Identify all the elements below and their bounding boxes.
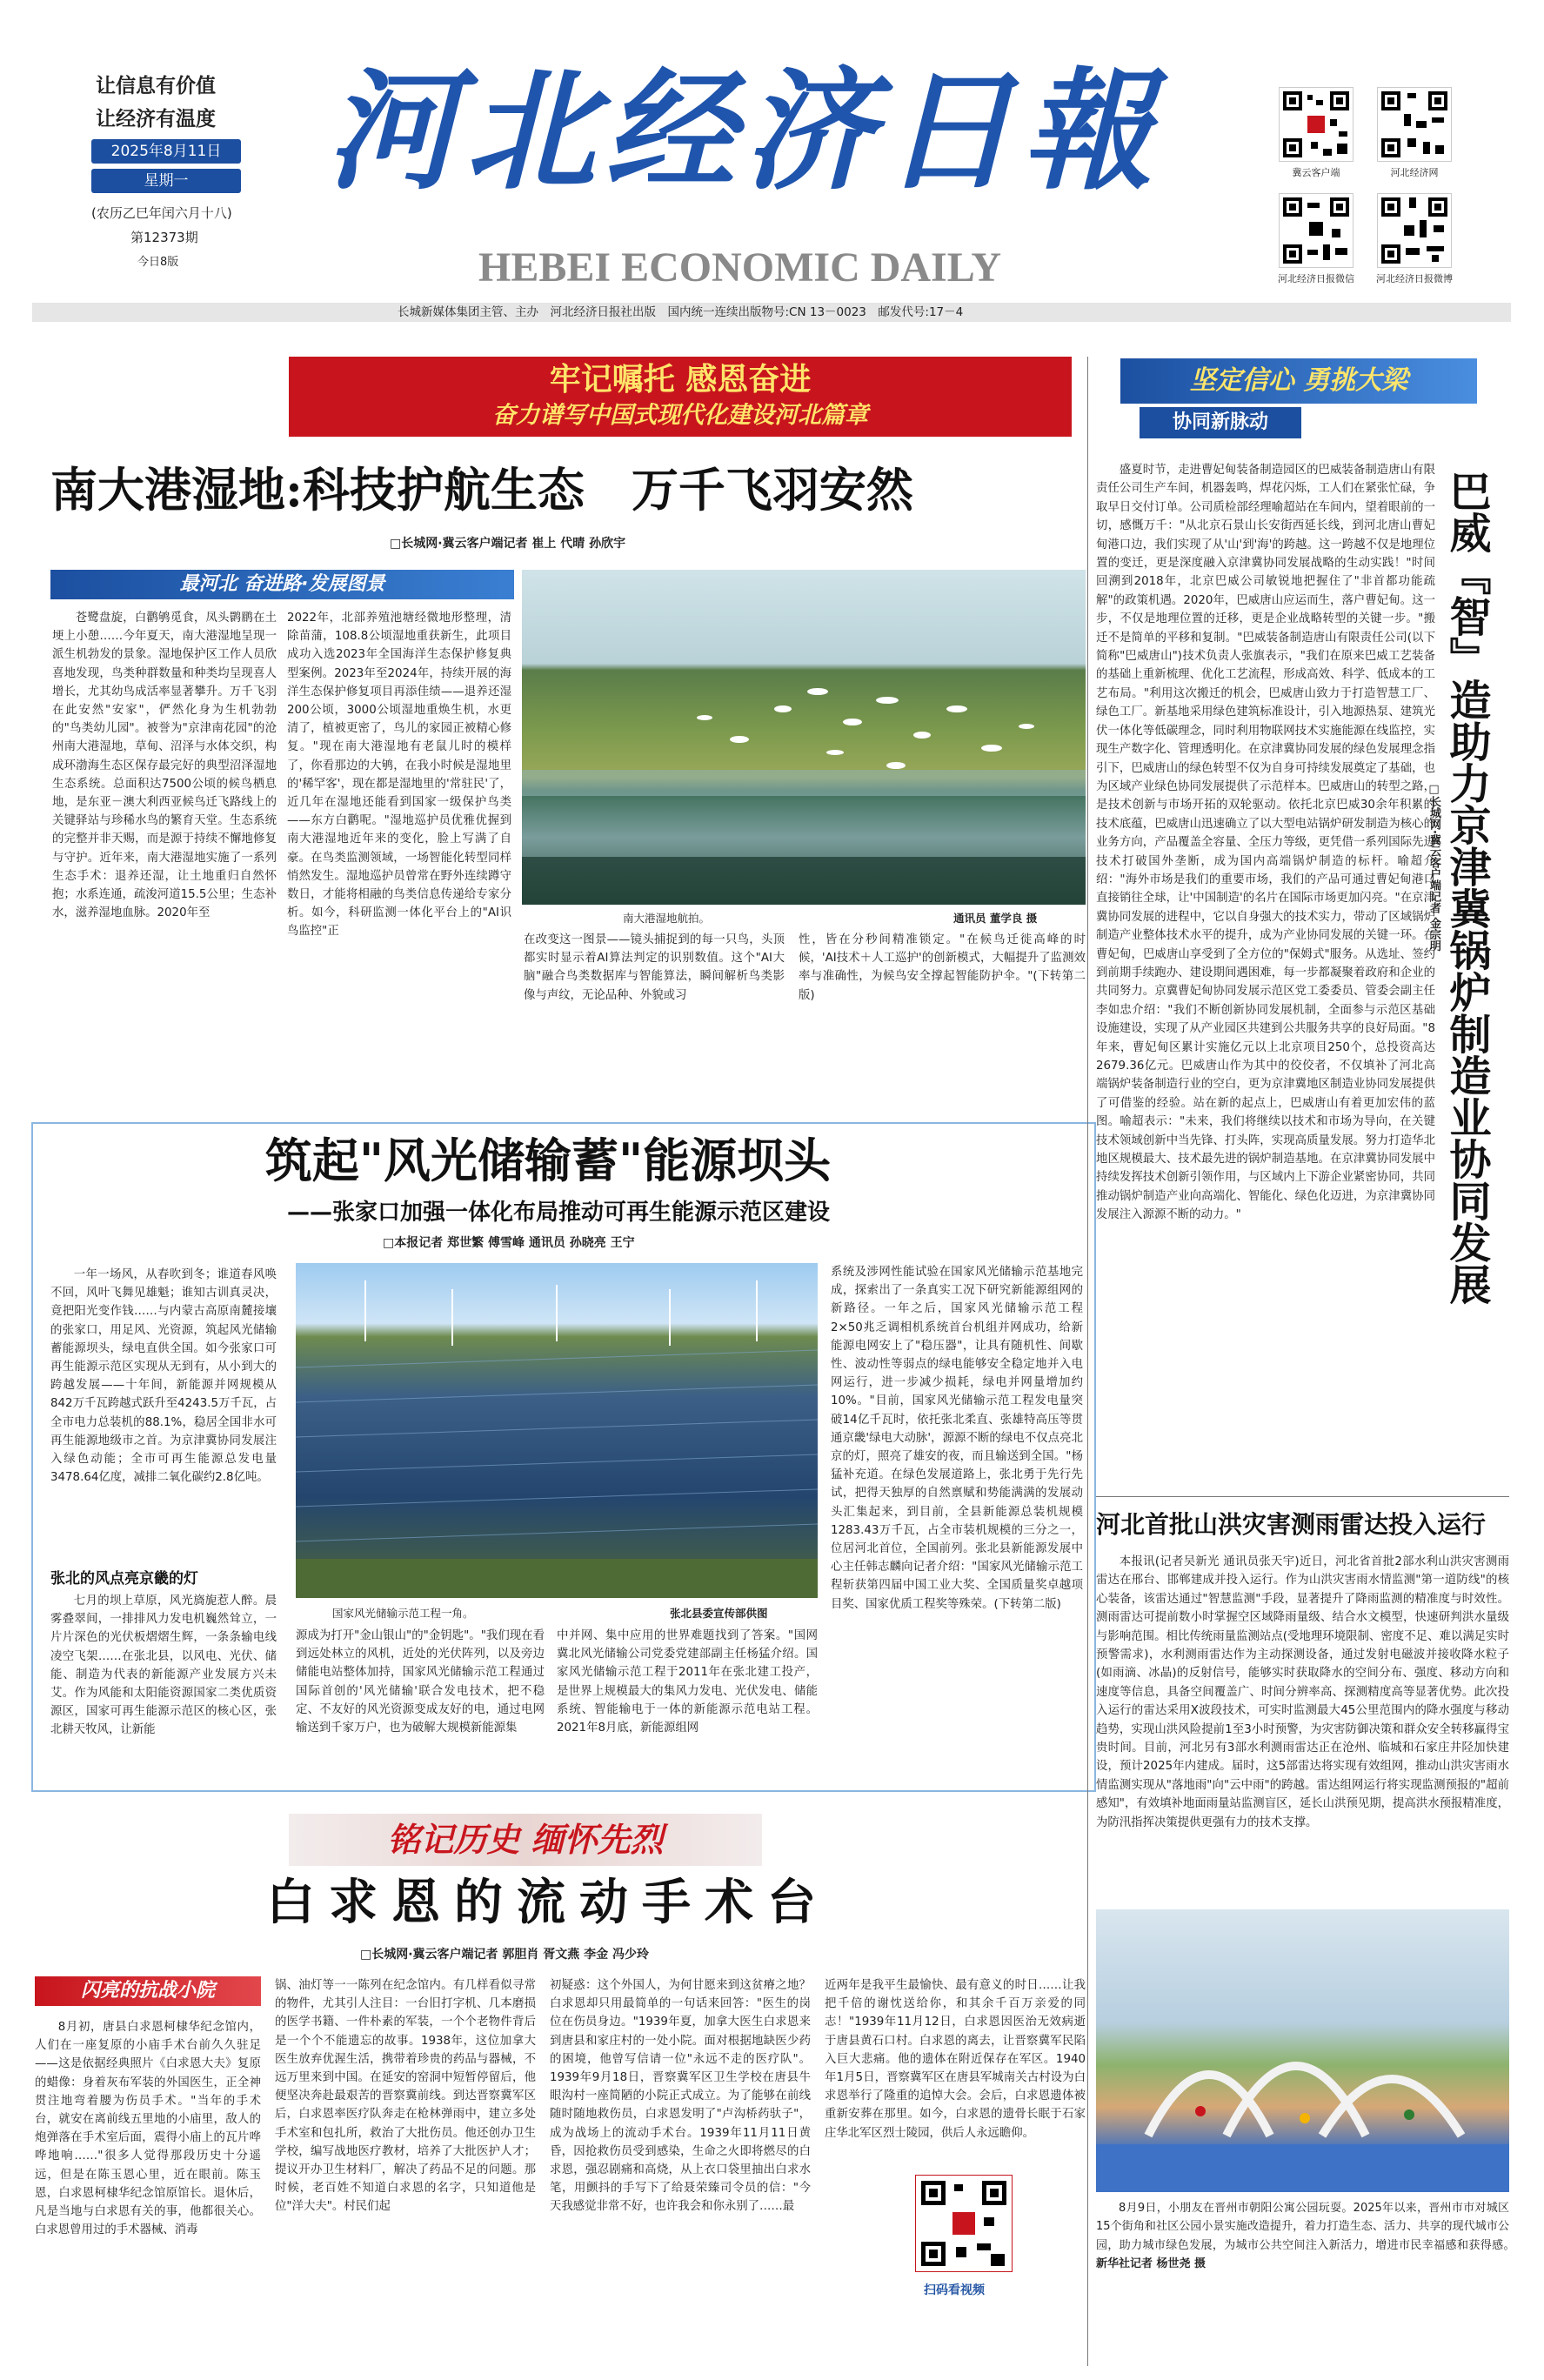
article-column <box>550 1976 811 2366</box>
column-divider <box>1087 357 1088 2366</box>
masthead <box>0 0 1544 324</box>
photo-credit: 通讯员 董学良 摄 <box>953 912 1038 925</box>
qr-label: 河北经济日报微信 <box>1278 273 1354 284</box>
vertical-byline: □长城网·冀云客户端记者 金宗明 <box>1427 783 1440 952</box>
article-column <box>35 2018 261 2366</box>
park-photo <box>1096 1909 1509 2192</box>
newspaper-title: 河北经济日報 <box>326 55 1162 208</box>
newspaper-title-en: HEBEI ECONOMIC DAILY <box>478 244 1002 291</box>
publication-info-bar: 长城新媒体集团主管、主办 河北经济日报社出版 国内统一连续出版物号:CN 13－0023 邮发代号:17－4 <box>32 303 1511 322</box>
photo-credit: 张北县委宣传部供图 <box>670 1607 768 1620</box>
wetland-photo <box>522 570 1086 905</box>
playground-illustration <box>1096 1909 1509 2192</box>
solar-farm-photo <box>296 1263 818 1598</box>
headline: 筑起"风光储输蓄"能源坝头 <box>264 1133 832 1188</box>
byline: □长城网·冀云客户端记者 崔上 代晴 孙欣宇 <box>390 537 626 551</box>
video-qr-code[interactable] <box>915 2175 1013 2272</box>
slogan-line-2: 让经济有温度 <box>96 108 216 130</box>
article-column <box>287 609 511 1113</box>
paragraph: 源成为打开"金山银山"的"金钥匙"。"我们现在看到远处林立的风机，近处的光伏阵列，以及旁边储能电站整体加持，国家风光储输示范工程通过国际首创的'风光储输'联合发电技术，把不稳定、不友好的风光资源变成友好的电，通过电网输送到千家万户，也为破解大规模新能源集 <box>296 1629 545 1735</box>
paragraph: 苍鹭盘旋，白鹳鸲觅食，凤头鹮鹛在土埂上小憩……今年夏天，南大港湿地呈现一派生机勃发的景象。湿地保护区工作人员欣喜地发现，鸟类种群数量和种类均呈现喜人增长，尤其幼鸟成活率显著攀升。万千飞羽在此安然"安家"，俨然化身为生机勃勃的"鸟类幼儿园"。被誉为"京津南花园"的沧州南大港湿地，草甸、沼泽与水体交织，构成环渤海生态区保存最完好的典型沼泽湿地生态系统。总面积达7500公顷的候鸟栖息地，是东亚－澳大利西亚候鸟迁飞路线上的关键驿站与珍稀水鸟的繁育天堂。生态系统的完整并非天赐，而是源于持续不懈地修复与守护。近年来，南大港湿地实施了一系列生态手术：退养还湿，让土地重归自然怀抱；水系连通，疏浚河道15.5公里；生态补水，滋养湿地血脉。2020年至 <box>52 612 277 920</box>
photo-caption <box>1096 2199 1509 2303</box>
qr-code[interactable] <box>1377 193 1452 268</box>
qr-code[interactable] <box>1377 87 1452 162</box>
paragraph: 8月初，唐县白求恩柯棣华纪念馆内，人们在一座复原的小庙手术台前久久驻足——这是依据经典照片《白求恩大夫》复原的蜡像：身着灰布军装的外国医生，正全神贯注地弯着腰为伤员手术。"当年的手术台，就安在离前线五里地的小庙里，敌人的炮弹落在手术室后面，震得小庙上的瓦片哗哗地响……"很多人觉得那段历史十分遥远，但是在陈玉恩心里，近在眼前。陈玉恩，白求恩柯棣华纪念馆原馆长。退休后，凡是当地与白求恩有关的事，他都很关心。白求恩曾用过的手术器械、消毒 <box>35 2021 261 2237</box>
ribbon-text: 坚定信心 勇挑大梁 <box>1189 365 1408 396</box>
section-ribbon-sub: 协同新脉动 <box>1140 407 1301 438</box>
photo-caption: 南大港湿地航拍。 <box>623 912 711 925</box>
paragraph: 一年一场风，从春吹到冬；谁道春风唤不回，风叶飞舞见雄魁；谁知古训真灵决，竟把阳光变作钱……与内蒙古高原南麓接壤的张家口，用足风、光资源，筑起风光储输蓄能源坝头，绿电直供全国。如今张家口可再生能源示范区实现从无到有，从小到大的跨越发展——十年间，新能源并网规模从842万千瓦跨越式跃升至4243.5万千瓦，占全市电力总装机的88.1%，稳居全国非水可再生能源地级市之首。为京津冀协同发展注入绿色动能；全市可再生能源总发电量3478.64亿度，减排二氧化碳约2.8亿吨。 <box>50 1268 277 1485</box>
qr-label: 河北经济日报微博 <box>1376 273 1453 284</box>
section-ribbon: 最河北 奋进路·发展图景 <box>50 570 514 599</box>
paragraph: 性，皆在分秒间精准锁定。"在候鸟迁徙高峰的时候，'AI技术＋人工巡护'的创新模式，大幅提升了监测效率与准确性，为候鸟安全撑起智能防护伞。"(下转第二版) <box>799 933 1086 1002</box>
byline: □本报记者 郑世繁 傅雪峰 通讯员 孙晓亮 王宁 <box>383 1236 635 1250</box>
photo-credit: 新华社记者 杨世尧 摄 <box>1096 2257 1206 2271</box>
article-column <box>275 1976 536 2366</box>
caption-text: 8月9日，小朋友在晋州市朝阳公寓公园玩耍。2025年以来，晋州市市对城区15个街角和社区公园小景实施改造提升，着力打造生态、活力、共享的现代城市公园，助力城市绿色发展，为城市公共空间注入新活力，增进市民幸福感和获得感。 <box>1096 2202 1509 2252</box>
subheadline: ——张家口加强一体化布局推动可再生能源示范区建设 <box>287 1200 831 1226</box>
qr-code[interactable] <box>1279 87 1354 162</box>
article-column <box>831 1263 1083 1783</box>
article-column <box>799 931 1086 1109</box>
article-column <box>557 1627 818 1783</box>
vertical-headline: 巴威『智』造助力京津冀锅炉制造业协同发展 <box>1442 470 1491 1305</box>
byline: □长城网·冀云客户端记者 郭胆肖 胥文燕 李金 冯少玲 <box>360 1948 650 1962</box>
banner-text: 铭记历史 缅怀先烈 <box>387 1821 664 1859</box>
section-ribbon: 闪亮的抗战小院 <box>35 1976 261 2006</box>
paragraph: 在改变这一图景——镜头捕捉到的每一只鸟，头顶都实时显示着AI算法判定的识别数值。这个"AI大脑"融合鸟类数据库与智能算法，瞬间解析鸟类影像与声纹，无论品种、外貌或习 <box>524 933 785 1002</box>
qr-label: 河北经济网 <box>1390 167 1439 178</box>
weekday-badge: 星期一 <box>91 169 241 193</box>
lunar-date: (农历乙巳年闰六月十八) <box>91 205 232 221</box>
article-column <box>50 1592 277 1782</box>
history-banner <box>289 1814 762 1866</box>
solar-panels-illustration <box>296 1263 818 1598</box>
paragraph: 近两年是我平生最愉快、最有意义的时日……让我把千倍的谢忱送给你，和其余千百万亲爱的同志！"1939年11月12日，白求恩因医治无效病逝于唐县黄石口村。白求恩的离去，让晋察冀军民陷入巨大悲痛。他的遗体在附近保存在军区。1940年1月5日，晋察冀军区在唐县军城南关古村设为白求恩举行了隆重的追悼大会。会后，白求恩遗体被重新安葬在那里。如今，白求恩的遗骨长眠于石家庄华北军区烈士陵园，供后人永远瞻仰。 <box>825 1979 1086 2140</box>
subhead: 张北的风点亮京畿的灯 <box>50 1570 198 1588</box>
paragraph: 盛夏时节，走进曹妃甸装备制造园区的巴威装备制造唐山有限责任公司生产车间，机器轰鸣，焊花闪烁，工人们在紧张忙碌，争取早日交付订单。公司质检部经理喻超站在车间内，望着眼前的一切，感慨万千："从北京石景山长安街西延长线，到河北唐山曹妃甸港口边，我们实现了从'山'到'海'的跨越。这一跨越不仅是地理位置的变迁，更是深度融入京津冀协同发展战略的生动实践！"时间回溯到2018年，北京巴威公司敏锐地把握住了"非首都功能疏解"的政策机遇。2020年，巴威唐山应运而生，落户曹妃甸。这一步，不仅是地理位置的迁移，更是企业战略转型的关键一步。"搬迁不是简单的平移和复制。"巴威装备制造唐山有限责任公司(以下简称"巴威唐山")技术负责人张旗表示，"我们在原来巴威工艺装备的基础上重新梳理、优化工艺流程，形成高效、科学、低成本的工艺布局。"利用这次搬迁的机会，巴威唐山致力于打造智慧工厂、绿色工厂。新基地采用绿色建筑标准设计，引入地源热泵、建筑光伏一体化等低碳理念，同时利用物联网技术实施能源在线监控，实现生产数字化、管理透明化。在京津冀协同发展的绿色发展理念指引下，巴威唐山的绿色转型不仅为自身可持续发展奠定了基础，也为区域产业绿色协同发展提供了示范样本。巴威唐山的转型之路，是技术创新与市场开拓的双轮驱动。依托北京巴威30余年积累的技术底蕴，巴威唐山迅速确立了以大型电站锅炉研发制造为核心的业务方向，产品覆盖全容量、全压力等级，更凭借一系列国际先进技术打破国外垄断，成为国内高端锅炉制造的标杆。喻超介绍："海外市场是我们的重要市场，我们的产品可通过曹妃甸港口直接销往全球，让'中国制造'的名片在国际市场更加闪亮。"在京津冀协同发展的进程中，它以自身强大的技术实力，带动了区域锅炉制造产业整体技术水平的提升，成为产业协同发展的关键一环。在曹妃甸，巴威唐山享受到了全方位的"保姆式"服务。从选址、签约到前期手续跑办、建设期间遇困难，每一步都凝聚着政府和企业的共同努力。京冀曹妃甸协同发展示范区党工委委员、管委会副主任李如忠介绍："我们不断创新协同发展机制，全面参与示范区基础设施建设，实现了从产业园区共建到公共服务共享的良好局面。"8年来，曹妃甸区累计实施亿元以上北京项目250个，总投资高达2679.36亿元。巴威唐山作为其中的佼佼者，不仅填补了河北高端锅炉装备制造行业的空白，更为京津冀地区制造业协同发展提供了可借鉴的经验。站在新的起点上，巴威唐山有着更加宏伟的蓝图。喻超表示："未来，我们将继续以技术和市场为导向，在关键技术领域创新中当先锋、打头阵，实现高质量发展。努力打造华北地区规模最大、技术最先进的锅炉制造基地。在京津冀协同发展中持续发挥技术创新引领作用，与区域内上下游企业紧密协同，共同推动锅炉制造产业向高端化、智能化、绿色化迈进，为京津冀协同发展注入源源不断的动力。" <box>1096 464 1435 1222</box>
birds-illustration <box>522 570 1086 905</box>
article-column <box>52 609 277 1113</box>
slogan-line-1: 让信息有价值 <box>96 75 216 97</box>
section-ribbon-top <box>1120 358 1477 404</box>
paragraph: 2022年，北部养殖池塘经微地形整理，清除苗蒲，108.8公顷湿地重获新生，此项目成功入选2023年全国海洋生态保护修复典型案例。2023年至2024年，持续开展的海洋生态保护修复项目再添佳绩——退养还湿200公顷，3000公顷湿地重焕生机，水更清了，植被更密了，鸟儿的家园正被精心修复。"现在南大港湿地有老鼠儿时的模样了，你看那边的大鸲，在我小时候是湿地里的'稀罕客'，现在都是湿地里的'常驻民'了，近几年在湿地还能看到国家一级保护鸟类——东方白鹳呢。"湿地巡护员优雅优握到南大港湿地近年来的变化，脸上写满了自豪。在鸟类监测领域，一场智能化转型同样悄然发生。湿地巡护员曾常在野外连续蹲守数日，才能将相融的鸟类信息传递给专家分析。如今，科研监测一体化平台上的"AI识鸟监控"正 <box>287 612 511 939</box>
article-column <box>296 1627 545 1783</box>
headline: 白求恩的流动手术台 <box>266 1874 830 1931</box>
qr-code[interactable] <box>1279 193 1354 268</box>
headline: 南大港湿地:科技护航生态 万千飞羽安然 <box>50 462 913 518</box>
paragraph: 中并网、集中应用的世界难题找到了答案。"国网冀北风光储输公司党委党建部副主任杨猛介绍。国家风光储输示范工程于2011年在张北建工投产，是世界上规模最大的集风力发电、光伏发电、储能系统、智能输电于一体的新能源示范电站工程。2021年8月底，新能源组网 <box>557 1629 818 1735</box>
paragraph: 锅、油灯等一一陈列在纪念馆内。有几样看似寻常的物件，尤其引人注目：一台旧打字机、几本磨损的医学书籍、一件朴素的军装，一个个老物件背后是一个个不能遗忘的故事。1938年，这位加拿大医生放弃优渥生活，携带着珍贵的药品与器械，不远万里来到中国。在延安的窑洞中短暂停留后，他便坚决奔赴最艰苦的晋察冀前线。到达晋察冀军区后，白求恩率医疗队奔走在枪林弹雨中，建立多处手术室和包扎所，救治了大批伤员。他还创办卫生学校，编写战地医疗教材，培养了大批医护人才；提议开办卫生材料厂，解决了药品不足的问题。那时候，老百姓不知道白求恩的名字，只知道他是位"洋大夫"。村民们起 <box>275 1979 536 2214</box>
article-column <box>1096 461 1435 1470</box>
paragraph: 初疑惑：这个外国人，为何甘愿来到这贫瘠之地？白求恩却只用最简单的一句话来回答："医生的岗位在伤员身边。"1939年夏，加拿大医生白求恩来到唐县和家庄村的一处小院。面对根据地缺医少药的困境，他曾写信请一位"永远不走的医疗队"。1939年9月18日，晋察冀军区卫生学校在唐县牛眼沟村一座简陋的小院正式成立。为了能够在前线随时随地救伤员，白求恩发明了"卢沟桥药驮子"，成为战场上的流动手术台。1939年11月11日黄昏，因抢救伤员受到感染，生命之火即将燃尽的白求恩，强忍剧痛和高烧，从上衣口袋里抽出白求水笔，用颤抖的手写下了给聂荣臻司令员的信："今天我感觉非常不好，也许我会和你永别了……最 <box>550 1979 811 2214</box>
date-badge: 2025年8月11日 <box>91 139 241 164</box>
paragraph: 本报讯(记者吴新光 通讯员张天宇)近日，河北省首批2部水利山洪灾害测雨雷达在邢台、邯郸建成并投入运行。作为山洪灾害雨水情监测"第一道防线"的核心装备，该雷达通过"智慧监测"手段，显著提升了降雨监测的精准度与时效性。测雨雷达可提前数小时掌握空区域降雨量级、结合水文模型，快速研判洪水量级与影响范围。相比传统雨量监测站点(受地理环境限制、密度不足、难以满足实时预警需求)，水利测雨雷达作为主动探测设备，通过发射电磁波并接收降水粒子(如雨滴、冰晶)的反射信号，能够实时获取降水的空间分布、强度、移动方向和速度等信息，具备空间覆盖广、时间分辨率高、探测精度高等显著优势。此次投入运行的雷达采用X波段技术，可实时监测最大45公里范围内的降水强度与移动趋势，实现山洪风险提前1至3小时预警，为灾害防御决策和群众安全转移赢得宝贵时间。目前，河北另有3部水利测雨雷达正在沧州、临城和石家庄井陉加快建设，预计2025年内建成。届时，这5部雷达将实现有效组网，推动山洪灾害雨水情监测实现从"落地雨"向"云中雨"的跨越。雷达组网运行将实现监测预报的"超前感知"，有效填补地面雨量站监测盲区，延长山洪预见期，提高洪水预报精准度，为防汛指挥决策提供更强有力的技术支撑。 <box>1096 1555 1509 1829</box>
headline: 河北首批山洪灾害测雨雷达投入运行 <box>1096 1510 1487 1539</box>
article-column <box>50 1266 277 1561</box>
article-column <box>825 2175 912 2366</box>
banner-line-2: 奋力谱写中国式现代化建设河北篇章 <box>492 402 868 429</box>
qr-label: 冀云客户端 <box>1292 167 1340 178</box>
banner-line-1: 牢记嘱托 感恩奋进 <box>549 362 812 398</box>
qr-label: 扫码看视频 <box>924 2283 985 2297</box>
article-column <box>524 931 785 1109</box>
photo-caption: 国家风光储输示范工程一角。 <box>332 1607 474 1620</box>
issue-number: 第12373期 <box>130 230 198 245</box>
page-count: 今日8版 <box>137 256 179 269</box>
article-column <box>825 1976 1086 2172</box>
article-column <box>1096 1553 1509 1896</box>
divider <box>1096 1496 1509 1497</box>
paragraph: 系统及涉网性能试验在国家风光储输示范基地完成，探索出了一条真实工况下研究新能源组网的新路径。一年之后，国家风光储输示范工程2×50兆乏调相机系统首台机组并网成功，给新能源电网安上了"稳压器"，让具有随机性、间歇性、波动性等弱点的绿电能够安全稳定地并入电网运行，进一步减少损耗，绿电并网量增加约10%。"目前，国家风光储输示范工程发电量突破14亿千瓦时，依托张北柔直、张雄特高压等贯通京畿'绿电大动脉'，源源不断的绿电不仅点亮北京的灯，照亮了雄安的夜，而且输送到全国。"杨猛补充道。在绿色发展道路上，张北勇于先行先试，把得天独厚的自然禀赋和势能满满的发展动头汇集起来，到目前，全县新能源总装机规模1283.43万千瓦，占全市装机规模的三分之一，位居河北首位，全国前列。张北县新能源发展中心主任韩志麟向记者介绍："国家风光储输示范工程斩获第四届中国工业大奖、全国质量奖卓越项目奖、国家优质工程奖等殊荣。(下转第二版) <box>831 1266 1083 1611</box>
paragraph: 七月的坝上草原，风光旖旎惹人醉。晨雾叠翠间，一排排风力发电机巍然耸立，一片片深色的光伏板熠熠生辉，一条条输电线凌空飞架……在张北县，以风电、光伏、储能、制造为代表的新能源产业发展方兴未艾。作为风能和太阳能资源国家二类优质资源区，国家可再生能源示范区的核心区，张北耕天牧风，让新能 <box>50 1594 277 1737</box>
top-banner <box>289 357 1072 437</box>
